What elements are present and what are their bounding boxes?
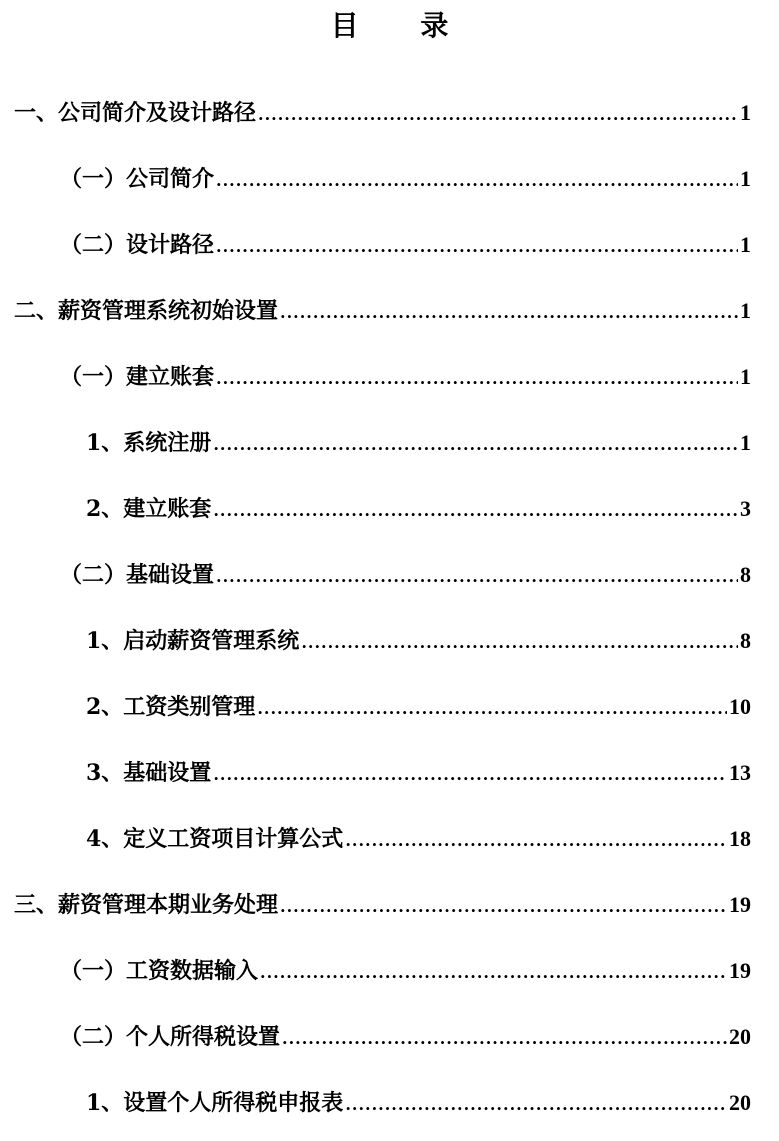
toc-entry-label: 4、定义工资项目计算公式 [86,826,344,852]
dot-leader [345,823,727,859]
dot-leader [258,97,738,133]
dot-leader [213,757,727,793]
toc-entry[interactable] [60,161,751,197]
toc-entry-label: 1、设置个人所得税申报表 [86,1090,344,1116]
toc-entry-page: 3 [740,496,751,521]
toc-entry-label: 2、建立账套 [86,496,212,522]
dot-leader [345,1087,727,1123]
toc-entry-label: （一）工资数据输入 [60,958,259,984]
toc-entry[interactable] [86,821,751,857]
toc-entry[interactable] [60,953,751,989]
toc-title: 目 录 [330,9,475,42]
toc-entry-page: 1 [740,232,751,257]
toc-entry-label: 2、工资类别管理 [86,694,256,720]
toc-entry-page: 20 [729,1090,751,1115]
dot-leader [301,625,738,661]
toc-entry-label: 1、启动薪资管理系统 [86,628,300,654]
dot-leader [260,955,727,991]
toc-entry-label: （二）基础设置 [60,562,215,588]
toc-entry[interactable] [86,1085,751,1121]
toc-entry-page: 19 [729,892,751,917]
toc-entry[interactable] [60,359,751,395]
toc-entry-label: （二）个人所得税设置 [60,1024,281,1050]
toc-entry-label: 一、公司简介及设计路径 [14,100,257,126]
toc-entry-page: 8 [740,628,751,653]
toc-entry-page: 1 [740,430,751,455]
toc-entry-label: 三、薪资管理本期业务处理 [14,892,279,918]
dot-leader [213,493,738,529]
dot-leader [257,691,727,727]
toc-entry-page: 1 [740,298,751,323]
toc-entry[interactable] [60,1019,751,1055]
toc-entry[interactable] [14,293,751,329]
toc-entry-page: 13 [729,760,751,785]
toc-entry[interactable] [14,887,751,923]
dot-leader [280,295,738,331]
toc-entry[interactable] [86,623,751,659]
toc-entry[interactable] [86,689,751,725]
toc-entry[interactable] [14,95,751,131]
toc-entry-label: 3、基础设置 [86,760,212,786]
toc-entry-label: 1、系统注册 [86,430,212,456]
toc-entry-page: 20 [729,1024,751,1049]
toc-entry-page: 1 [740,100,751,125]
dot-leader [216,559,738,595]
toc-entry[interactable] [60,557,751,593]
toc-entry-page: 10 [729,694,751,719]
toc-entry-label: （一）建立账套 [60,364,215,390]
toc-entry-page: 18 [729,826,751,851]
toc-entry-label: 二、薪资管理系统初始设置 [14,298,279,324]
dot-leader [213,427,738,463]
toc-entry[interactable] [86,755,751,791]
toc-entry[interactable] [60,227,751,263]
toc-entry[interactable] [86,491,751,527]
dot-leader [216,361,738,397]
dot-leader [216,163,738,199]
dot-leader [216,229,738,265]
dot-leader [280,889,727,925]
toc-entry-label: （一）公司简介 [60,166,215,192]
toc-entry-page: 1 [740,364,751,389]
toc-entry[interactable] [86,425,751,461]
toc-entry-page: 1 [740,166,751,191]
toc-entry-page: 19 [729,958,751,983]
toc-entry-label: （二）设计路径 [60,232,215,258]
toc-entry-page: 8 [740,562,751,587]
dot-leader [282,1021,727,1057]
